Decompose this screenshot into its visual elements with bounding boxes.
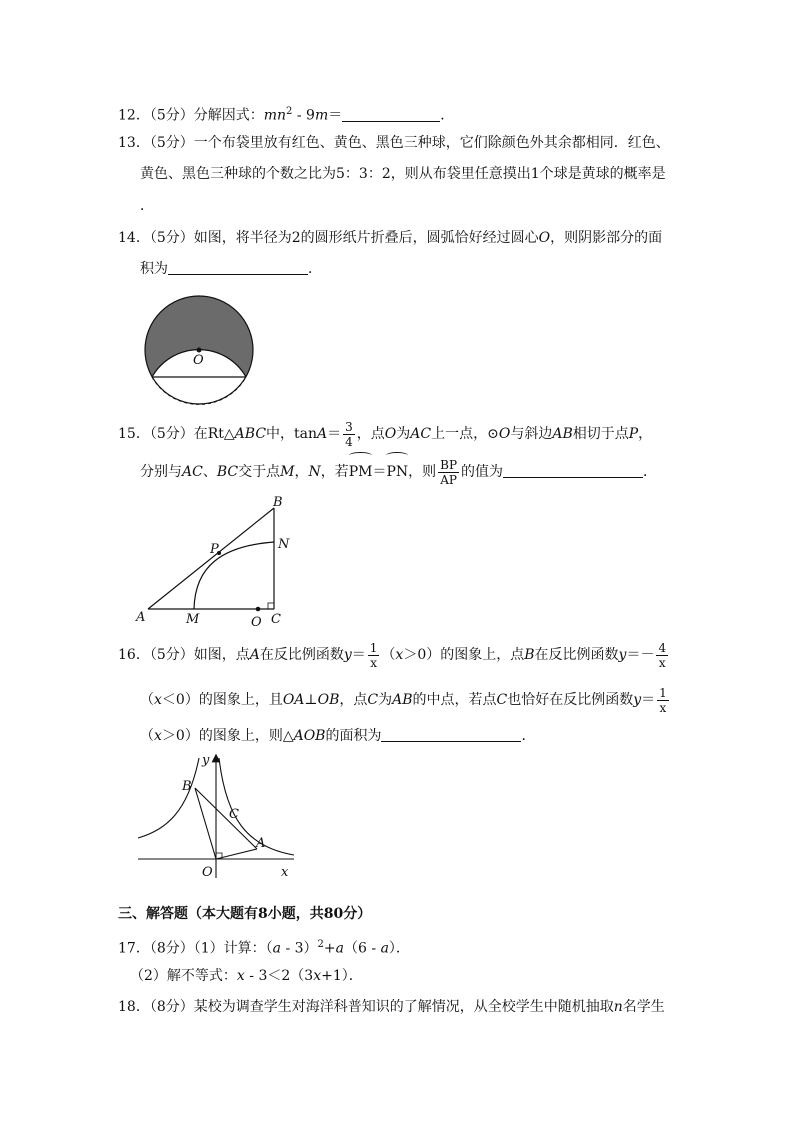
q15-t8: 为 xyxy=(396,426,411,442)
q15-frac2-num: BP xyxy=(440,457,458,472)
q16-frac3 xyxy=(657,686,669,715)
q15-t6: ，点 xyxy=(356,426,385,442)
q15-t14: 相切于点 xyxy=(572,426,629,442)
q14-text-c: ，则阴影部分的面 xyxy=(550,230,663,246)
q16-u13: 也恰好在反比例函数 xyxy=(507,692,634,708)
q15-t11: O xyxy=(498,426,511,442)
q14-answer-blank[interactable] xyxy=(168,260,308,275)
q15-u9: ，若 xyxy=(320,464,349,480)
q17-t3: - 3） xyxy=(281,940,318,957)
q12-label: 12．（5分）分解因式： xyxy=(118,107,264,124)
q14-line2 xyxy=(140,259,322,279)
q16-t10: 在反比例函数 xyxy=(534,647,619,663)
q13-line3: ． xyxy=(140,198,154,214)
q16-frac1-den: x xyxy=(370,655,377,670)
q15-u3: 、 xyxy=(202,464,217,480)
q13-line1: 13．（5分）一个布袋里放有红色、黄色、黑色三种球，它们除颜色外其余都相同．红色、 xyxy=(118,135,670,151)
q15-u6: M xyxy=(280,464,295,480)
q15-arc-pm: PM xyxy=(349,455,373,489)
q14-end: ． xyxy=(308,261,322,277)
q16-u2: x xyxy=(154,692,162,708)
q16-u11: 的中点，若点 xyxy=(412,692,497,708)
q16-frac2 xyxy=(656,641,668,670)
q17-u2: x xyxy=(236,968,245,984)
q15-t15: P xyxy=(628,426,639,442)
q15-arc-pn: PN xyxy=(386,455,408,489)
q15-label-o: O xyxy=(251,615,262,628)
q18-line1 xyxy=(118,997,665,1017)
q17-u4: x xyxy=(313,968,322,984)
q16-u6: OB xyxy=(317,692,340,708)
q14-text-o: O xyxy=(538,230,551,246)
q15-t5: ＝ xyxy=(327,426,342,442)
q17-u1: （2）解不等式： xyxy=(130,968,237,984)
q15-frac-tan xyxy=(343,420,355,449)
q17-u5: +1）． xyxy=(321,968,363,984)
q18-t1: 18．（8分）某校为调查学生对海洋科普知识的了解情况，从全校学生中随机抽取 xyxy=(118,999,614,1015)
q12-expr-minus9: - 9 xyxy=(292,107,315,124)
q17-line2 xyxy=(130,966,363,986)
q13-line2: 黄色、黑色三种球的个数之比为5：3：2，则从布袋里任意摸出1个球是黄球的概率是 xyxy=(140,166,666,182)
q16-figure xyxy=(136,752,300,880)
q17-t1: 17．（8分）（1）计算：（ xyxy=(118,940,273,957)
q12-sup: 2 xyxy=(286,106,293,117)
q16-t2: A xyxy=(249,647,260,663)
q15-u2: AC xyxy=(182,464,203,480)
q16-frac2-num: 4 xyxy=(658,640,667,655)
q16-v6: ． xyxy=(521,728,536,744)
q15-t16: ， xyxy=(638,426,653,442)
q16-frac3-num: 1 xyxy=(659,685,667,700)
q15-t7: O xyxy=(384,426,397,442)
q16-line1 xyxy=(118,638,670,672)
q14-figure xyxy=(138,294,262,406)
q17-t6: （6 - xyxy=(344,940,381,957)
q16-t11: y xyxy=(618,647,627,663)
q16-frac3-den: x xyxy=(659,700,667,715)
q15-line1 xyxy=(118,417,652,451)
q15-t1: 15．（5分）在Rt△ xyxy=(118,426,235,442)
q16-u8: C xyxy=(367,692,379,708)
q15-t2: ABC xyxy=(234,426,267,442)
q16-u4: OA xyxy=(282,692,305,708)
q15-point-o xyxy=(256,607,261,612)
q16-label-c: C xyxy=(229,807,239,822)
q16-u14: y xyxy=(633,692,642,708)
q16-label-x: x xyxy=(281,865,289,880)
q12-line xyxy=(118,102,454,126)
q16-answer-blank[interactable] xyxy=(381,727,521,742)
q16-line2 xyxy=(140,683,671,717)
q16-label-a: A xyxy=(256,836,266,851)
q17-t4: + xyxy=(323,940,336,957)
q17-t5: a xyxy=(335,940,345,957)
q12-end: ． xyxy=(440,107,455,124)
q15-label-a: A xyxy=(136,610,146,625)
q12-eq: ＝ xyxy=(328,107,343,124)
q16-v2: x xyxy=(154,728,162,744)
q15-u4: BC xyxy=(216,464,239,480)
q16-v3: ＞0）的图象上，则△ xyxy=(161,728,294,744)
q16-t4: y xyxy=(343,647,352,663)
q16-t3: 在反比例函数 xyxy=(259,647,344,663)
q15-frac-ratio xyxy=(438,458,459,487)
q17-t7: a xyxy=(380,940,389,957)
q14-center-dot xyxy=(197,348,202,353)
q15-label-b: B xyxy=(273,496,283,510)
q16-u15: ＝ xyxy=(641,692,656,708)
q17-u3: - 3＜2（3 xyxy=(244,968,314,984)
q16-curve-left xyxy=(138,758,199,838)
q16-u3: ＜0）的图象上，且 xyxy=(161,692,283,708)
q12-answer-blank[interactable] xyxy=(342,107,440,122)
q17-t2: a xyxy=(272,940,281,957)
q16-label-o: O xyxy=(202,865,213,880)
q16-u1: （ xyxy=(140,692,154,708)
q16-t1: 16．（5分）如图，点 xyxy=(118,647,250,663)
q15-label-p: P xyxy=(210,542,219,557)
q17-t8: ）． xyxy=(388,940,410,957)
q17-sup: 2 xyxy=(317,939,324,950)
q15-u10: ＝ xyxy=(372,464,387,480)
q15-label-c: C xyxy=(271,612,281,627)
q15-figure xyxy=(132,496,292,628)
q16-label-b: B xyxy=(182,779,192,794)
q15-u5: 交于点 xyxy=(238,464,281,480)
q15-frac-den: 4 xyxy=(345,434,353,449)
q16-v1: （ xyxy=(140,728,154,744)
q16-u9: 为 xyxy=(378,692,393,708)
q16-line3 xyxy=(140,726,535,746)
q16-frac1-num: 1 xyxy=(369,640,378,655)
q16-v4: AOB xyxy=(293,728,326,744)
q15-t10: 上一点，⊙ xyxy=(431,426,499,442)
q16-u10: AB xyxy=(392,692,413,708)
q18-t2: n xyxy=(613,999,623,1015)
q15-t12: 与斜边 xyxy=(510,426,553,442)
q15-right-angle xyxy=(268,603,274,609)
q12-expr-mn: mn xyxy=(263,107,287,124)
q16-t7: x xyxy=(395,647,404,663)
q16-u5: ⊥ xyxy=(304,692,318,708)
q18-t3: 名学生 xyxy=(622,999,665,1015)
q15-t9: AC xyxy=(410,426,432,442)
q15-u7: ， xyxy=(294,464,309,480)
q15-t13: AB xyxy=(552,426,573,442)
q15-arc-mpn xyxy=(194,542,274,609)
q15-answer-blank[interactable] xyxy=(503,463,643,478)
q15-label-n: N xyxy=(278,537,290,552)
q15-u11: ，则 xyxy=(408,464,437,480)
q16-t5: ＝ xyxy=(351,647,366,663)
q16-t12: ＝－ xyxy=(626,647,655,663)
q16-t6: （ xyxy=(381,647,396,663)
q15-u13: ． xyxy=(643,464,658,480)
section3-title: 三、解答题（本大题有8小题，共80分） xyxy=(118,906,372,922)
q16-u7: ，点 xyxy=(339,692,368,708)
q16-u12: C xyxy=(496,692,508,708)
q15-u12: 的值为 xyxy=(461,464,504,480)
q15-u8: N xyxy=(308,464,321,480)
q17-line1 xyxy=(118,935,410,959)
q15-u1: 分别与 xyxy=(140,464,182,480)
q16-t9: B xyxy=(524,647,535,663)
q14-text-area: 积为 xyxy=(140,261,168,277)
q16-label-y: y xyxy=(202,753,210,768)
q14-line1 xyxy=(118,228,662,248)
q16-v5: 的面积为 xyxy=(325,728,382,744)
q16-frac2-den: x xyxy=(658,655,666,670)
q16-frac1 xyxy=(368,641,380,670)
q15-label-m: M xyxy=(186,612,200,627)
q14-text-a: 14．（5分）如图，将半径为2的圆形纸片折叠后，圆弧恰好经过圆心 xyxy=(118,230,539,246)
q15-frac2-den: AP xyxy=(440,472,457,487)
q12-expr-m: m xyxy=(314,107,329,124)
q16-t8: ＞0）的图象上，点 xyxy=(403,647,525,663)
q15-frac-num: 3 xyxy=(345,419,353,434)
q14-label-o: O xyxy=(193,353,204,368)
q15-t4: A xyxy=(317,426,328,442)
q15-t3: 中，tan xyxy=(266,426,318,442)
q15-line2 xyxy=(140,455,657,489)
q15-side-ab xyxy=(148,508,274,609)
